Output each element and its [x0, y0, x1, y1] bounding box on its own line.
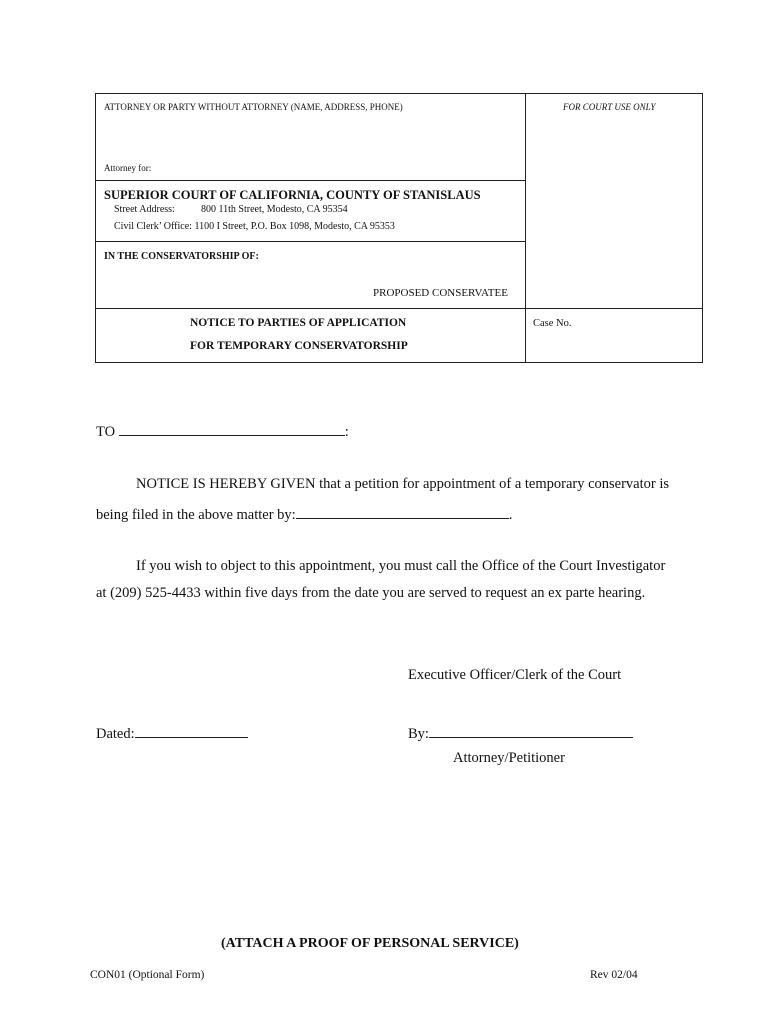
- caption-divider-3: [95, 308, 703, 309]
- para2-line1: If you wish to object to this appointment, you must call the Office of the Court Investigator: [136, 558, 666, 574]
- form-title-line2: FOR TEMPORARY CONSERVATORSHIP: [190, 340, 408, 352]
- caption-border-left: [95, 93, 96, 363]
- signer-title: Attorney/Petitioner: [453, 750, 565, 766]
- court-use-label: FOR COURT USE ONLY: [563, 102, 656, 112]
- case-number-label: Case No.: [533, 318, 572, 329]
- dated-field[interactable]: [135, 723, 248, 738]
- para2-line2: at (209) 525-4433 within five days from the date you are served to request an ex parte hearing.: [96, 585, 646, 601]
- clerk-office-line: Civil Clerk’ Office: 1100 I Street, P.O. Box 1098, Modesto, CA 95353: [114, 221, 395, 232]
- by-label: By:: [408, 726, 429, 742]
- caption-divider-vertical: [525, 93, 526, 363]
- caption-divider-1: [95, 180, 526, 181]
- dated-label: Dated:: [96, 726, 135, 742]
- attach-notice: (ATTACH A PROOF OF PERSONAL SERVICE): [221, 936, 519, 951]
- street-address-value: 800 11th Street, Modesto, CA 95354: [201, 204, 348, 215]
- clerk-title: Executive Officer/Clerk of the Court: [408, 667, 622, 683]
- para1-period: .: [508, 507, 513, 523]
- caption-border-right: [702, 93, 703, 363]
- petitioner-field[interactable]: [296, 504, 509, 519]
- caption-border-bottom: [95, 362, 703, 363]
- form-id: CON01 (Optional Form): [90, 969, 205, 981]
- to-recipient-field[interactable]: [119, 421, 345, 436]
- to-label: TO: [96, 424, 116, 440]
- proposed-conservatee-label: PROPOSED CONSERVATEE: [373, 287, 508, 299]
- caption-border-top: [95, 93, 703, 94]
- attorney-for-label: Attorney for:: [104, 163, 152, 173]
- form-title-line1: NOTICE TO PARTIES OF APPLICATION: [190, 317, 407, 329]
- para1-line1: NOTICE IS HEREBY GIVEN that a petition for appointment of a temporary conservator is: [136, 476, 670, 492]
- dated-line: [96, 723, 248, 743]
- para1-prefix: being filed in the above matter by:: [96, 507, 296, 523]
- revision: Rev 02/04: [590, 969, 638, 981]
- court-name: SUPERIOR COURT OF CALIFORNIA, COUNTY OF STANISLAUS: [104, 188, 481, 202]
- street-address-label: Street Address:: [114, 204, 175, 215]
- para1-line2: [96, 504, 512, 524]
- to-colon: :: [344, 424, 349, 440]
- signature-field[interactable]: [429, 723, 633, 738]
- caption-divider-2: [95, 241, 526, 242]
- attorney-label: ATTORNEY OR PARTY WITHOUT ATTORNEY (NAME, ADDRESS, PHONE): [104, 102, 403, 112]
- matter-label: IN THE CONSERVATORSHIP OF:: [104, 251, 259, 262]
- by-line: [408, 723, 633, 743]
- to-line: [96, 421, 349, 441]
